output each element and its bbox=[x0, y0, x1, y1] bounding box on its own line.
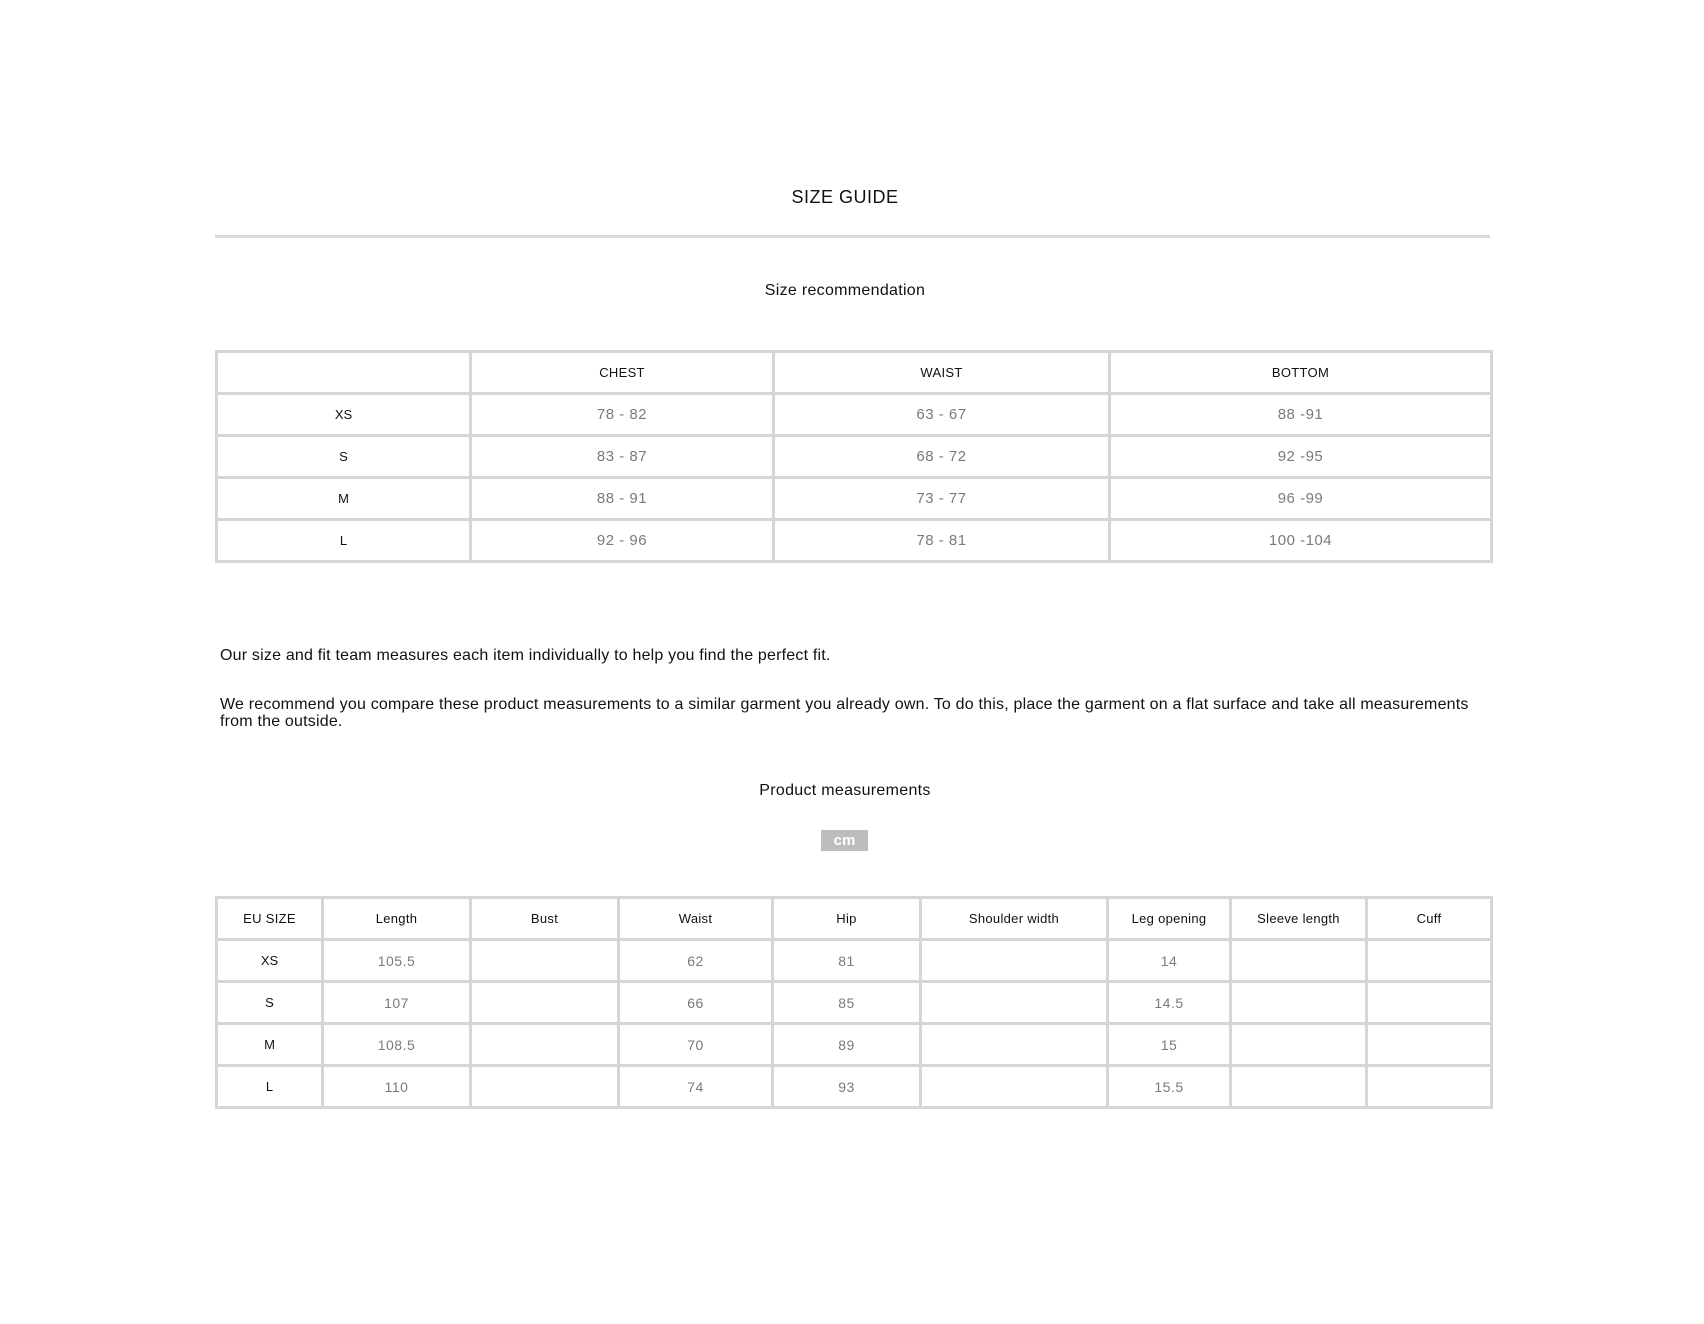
waist-value: 74 bbox=[619, 1066, 773, 1108]
table-header-row bbox=[217, 898, 1492, 940]
table-row bbox=[217, 1066, 1492, 1108]
bust-value bbox=[471, 982, 619, 1024]
size-label: XS bbox=[217, 940, 323, 982]
hip-value: 85 bbox=[773, 982, 921, 1024]
header-cell-leg-opening: Leg opening bbox=[1108, 898, 1231, 940]
leg-opening-value: 14 bbox=[1108, 940, 1231, 982]
header-cell-sleeve-length: Sleeve length bbox=[1231, 898, 1367, 940]
size-label: S bbox=[217, 436, 471, 478]
header-cell-length: Length bbox=[323, 898, 471, 940]
shoulder-width-value bbox=[921, 982, 1108, 1024]
size-recommendation-table bbox=[215, 350, 1493, 563]
leg-opening-value: 14.5 bbox=[1108, 982, 1231, 1024]
chest-value: 92 - 96 bbox=[471, 520, 774, 562]
waist-value: 63 - 67 bbox=[774, 394, 1110, 436]
cuff-value bbox=[1367, 1066, 1492, 1108]
title-divider bbox=[215, 235, 1490, 238]
length-value: 105.5 bbox=[323, 940, 471, 982]
waist-value: 66 bbox=[619, 982, 773, 1024]
shoulder-width-value bbox=[921, 1024, 1108, 1066]
header-cell-bust: Bust bbox=[471, 898, 619, 940]
product-measurements-table bbox=[215, 896, 1493, 1109]
shoulder-width-value bbox=[921, 940, 1108, 982]
leg-opening-value: 15.5 bbox=[1108, 1066, 1231, 1108]
chest-value: 83 - 87 bbox=[471, 436, 774, 478]
size-label: L bbox=[217, 520, 471, 562]
waist-value: 68 - 72 bbox=[774, 436, 1110, 478]
bust-value bbox=[471, 1024, 619, 1066]
size-label: L bbox=[217, 1066, 323, 1108]
table-row bbox=[217, 520, 1492, 562]
hip-value: 81 bbox=[773, 940, 921, 982]
bottom-value: 96 -99 bbox=[1110, 478, 1492, 520]
header-cell-cuff: Cuff bbox=[1367, 898, 1492, 940]
shoulder-width-value bbox=[921, 1066, 1108, 1108]
table-row bbox=[217, 436, 1492, 478]
bottom-value: 88 -91 bbox=[1110, 394, 1492, 436]
table-row bbox=[217, 940, 1492, 982]
bust-value bbox=[471, 1066, 619, 1108]
header-cell-waist: WAIST bbox=[774, 352, 1110, 394]
sleeve-length-value bbox=[1231, 1066, 1367, 1108]
sleeve-length-value bbox=[1231, 982, 1367, 1024]
length-value: 108.5 bbox=[323, 1024, 471, 1066]
header-cell-waist: Waist bbox=[619, 898, 773, 940]
header-cell-bottom: BOTTOM bbox=[1110, 352, 1492, 394]
length-value: 107 bbox=[323, 982, 471, 1024]
length-value: 110 bbox=[323, 1066, 471, 1108]
chest-value: 78 - 82 bbox=[471, 394, 774, 436]
fit-team-paragraph: Our size and fit team measures each item individually to help you find the perfect fit. bbox=[220, 647, 831, 664]
size-recommendation-heading: Size recommendation bbox=[764, 282, 926, 299]
header-cell-hip: Hip bbox=[773, 898, 921, 940]
table-row bbox=[217, 478, 1492, 520]
leg-opening-value: 15 bbox=[1108, 1024, 1231, 1066]
hip-value: 89 bbox=[773, 1024, 921, 1066]
size-label: M bbox=[217, 478, 471, 520]
header-cell-eu-size: EU SIZE bbox=[217, 898, 323, 940]
header-cell-chest: CHEST bbox=[471, 352, 774, 394]
header-cell-shoulder-width: Shoulder width bbox=[921, 898, 1108, 940]
sleeve-length-value bbox=[1231, 940, 1367, 982]
measurement-advice-paragraph: We recommend you compare these product measurements to a similar garment you already own. To do this, place the garment on a flat surface and take all measurements from the outside. bbox=[220, 696, 1469, 730]
table-row bbox=[217, 1024, 1492, 1066]
sleeve-length-value bbox=[1231, 1024, 1367, 1066]
chest-value: 88 - 91 bbox=[471, 478, 774, 520]
waist-value: 73 - 77 bbox=[774, 478, 1110, 520]
waist-value: 70 bbox=[619, 1024, 773, 1066]
header-cell-empty bbox=[217, 352, 471, 394]
bottom-value: 100 -104 bbox=[1110, 520, 1492, 562]
waist-value: 78 - 81 bbox=[774, 520, 1110, 562]
product-measurements-heading: Product measurements bbox=[759, 782, 931, 799]
cuff-value bbox=[1367, 940, 1492, 982]
size-label: S bbox=[217, 982, 323, 1024]
hip-value: 93 bbox=[773, 1066, 921, 1108]
cuff-value bbox=[1367, 982, 1492, 1024]
size-label: XS bbox=[217, 394, 471, 436]
unit-toggle-cm[interactable]: cm bbox=[821, 830, 868, 851]
waist-value: 62 bbox=[619, 940, 773, 982]
table-row bbox=[217, 394, 1492, 436]
page-title: SIZE GUIDE bbox=[791, 187, 899, 207]
size-label: M bbox=[217, 1024, 323, 1066]
bust-value bbox=[471, 940, 619, 982]
table-header-row bbox=[217, 352, 1492, 394]
bottom-value: 92 -95 bbox=[1110, 436, 1492, 478]
cuff-value bbox=[1367, 1024, 1492, 1066]
table-row bbox=[217, 982, 1492, 1024]
